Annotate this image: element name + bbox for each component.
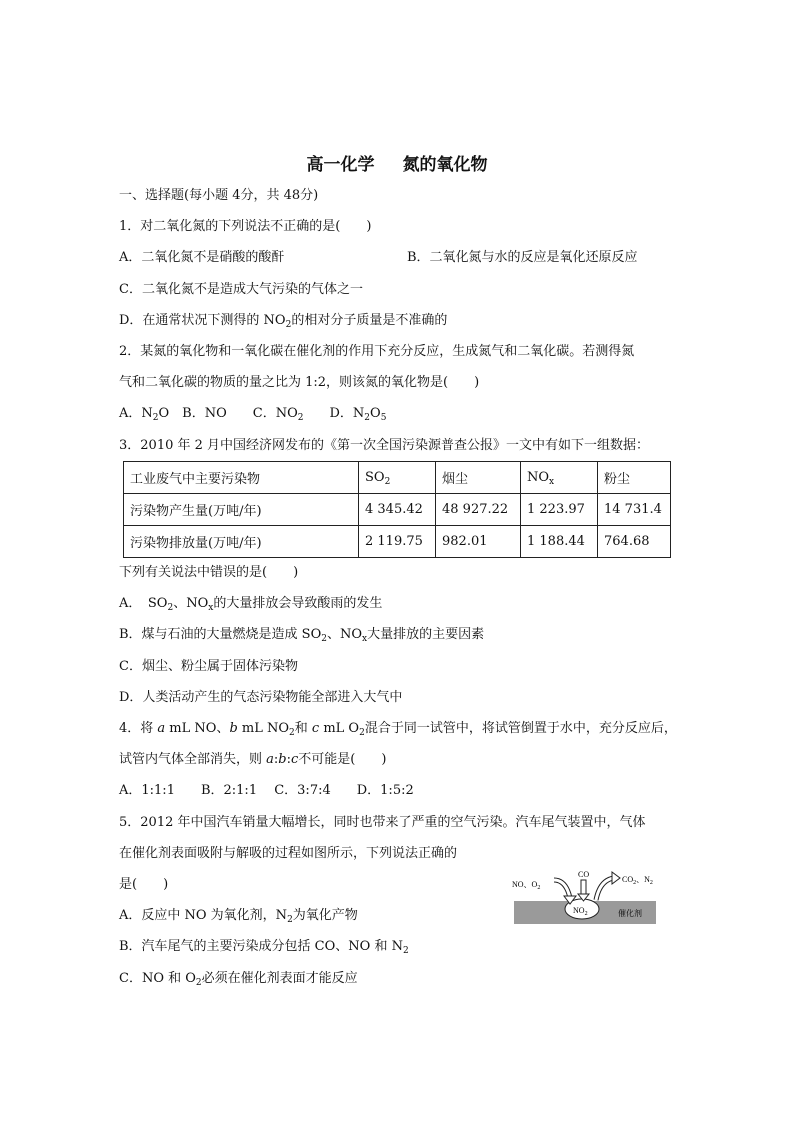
table-cell: 污染物排放量(万吨/年) [124,526,359,558]
q2-options: A．$N_2O$ B．NO C．$NO_2$ D．$N_2O_5$ [119,406,387,423]
table-cell: 1 223.97 [521,494,598,526]
q1-option-a: A．二氧化氮不是硝酸的酸酐 [119,250,285,265]
q1-option-c: C．二氧化氮不是造成大气污染的气体之一 [119,282,363,297]
q3-option-b: B．煤与石油的大量燃烧是造成 $SO_2$、$NO_x$大量排放的主要因素 [119,627,485,644]
q3-stem: 3．2010 年 2 月中国经济网发布的《第一次全国污染源普查公报》一文中有如下一组数据： [119,438,650,453]
co-label: CO [578,870,590,879]
pollutant-table [123,461,671,558]
table-header-cell: 工业废气中主要污染物 [124,462,359,494]
inflow-label: NO、$O_2$ [512,880,541,891]
catalyst-diagram [510,866,660,926]
center-label: $NO_2$ [573,906,588,917]
table-cell: 4 345.42 [359,494,436,526]
q5-option-c: C．NO 和 $O_2$必须在催化剂表面才能反应 [119,971,358,988]
q5-stem-line2: 在催化剂表面吸附与解吸的过程如图所示，下列说法正确的 [119,846,458,861]
table-cell: 982.01 [436,526,521,558]
q1-option-d: D．在通常状况下测得的 $NO_2$的相对分子质量是不准确的 [119,313,448,330]
table-row [124,494,671,526]
table-header-cell: $NO_x$ [521,462,598,494]
page-title [0,150,794,175]
table-cell: 1 188.44 [521,526,598,558]
table-cell: 2 119.75 [359,526,436,558]
q1-option-b: B．二氧化氮与水的反应是氧化还原反应 [407,250,638,265]
q4-options: A．1:1:1 B．2:1:1 C．3:7:4 D．1:5:2 [119,783,414,798]
q2-stem-line1: 2．某氮的氧化物和一氧化碳在催化剂的作用下充分反应，生成氮气和二氧化碳。若测得氮 [119,344,635,359]
table-header-cell: 烟尘 [436,462,521,494]
q3-ask: 下列有关说法中错误的是( ) [119,565,299,580]
q1-stem: 1．对二氧化氮的下列说法不正确的是( ) [119,219,372,234]
q3-option-a: A． $SO_2$、$NO_x$的大量排放会导致酸雨的发生 [119,596,383,613]
table-cell: 764.68 [598,526,671,558]
table-cell: 14 731.4 [598,494,671,526]
section-heading: 一、选择题(每小题 4分，共 48分) [119,188,319,203]
table-header-cell: $SO_2$ [359,462,436,494]
q5-option-b: B．汽车尾气的主要污染成分包括 CO、NO 和 $N_2$ [119,939,409,956]
q5-stem-line3: 是( ) [119,877,169,892]
table-cell: 48 927.22 [436,494,521,526]
q4-stem-line1: 4．将 a mL NO、b mL $NO_2$和 c mL $O_2$混合于同一试管中，将试管倒置于水中，充分反应后， [119,721,677,738]
table-cell: 污染物产生量(万吨/年) [124,494,359,526]
q4-stem-line2: 试管内气体全部消失，则 a:b:c不可能是( ) [119,752,387,767]
title-subject: 高一化学 [306,155,375,175]
catalyst-label: 催化剂 [618,909,642,918]
q2-stem-line2: 气和二氧化碳的物质的量之比为 1:2，则该氮的氧化物是( ) [119,375,480,390]
title-topic: 氮的氧化物 [402,155,488,175]
table-header-cell: 粉尘 [598,462,671,494]
table-row [124,526,671,558]
q3-option-c: C．烟尘、粉尘属于固体污染物 [119,659,298,674]
q5-stem-line1: 5．2012 年中国汽车销量大幅增长，同时也带来了严重的空气污染。汽车尾气装置中，气体 [119,815,646,830]
q5-option-a: A．反应中 NO 为氧化剂，$N_2$为氧化产物 [119,908,358,925]
table-header-row [124,462,671,494]
out-arrow-head [612,872,620,884]
q3-option-d: D．人类活动产生的气态污染物能全部进入大气中 [119,690,403,705]
outflow-label: $CO_2$、$N_2$ [622,875,653,886]
